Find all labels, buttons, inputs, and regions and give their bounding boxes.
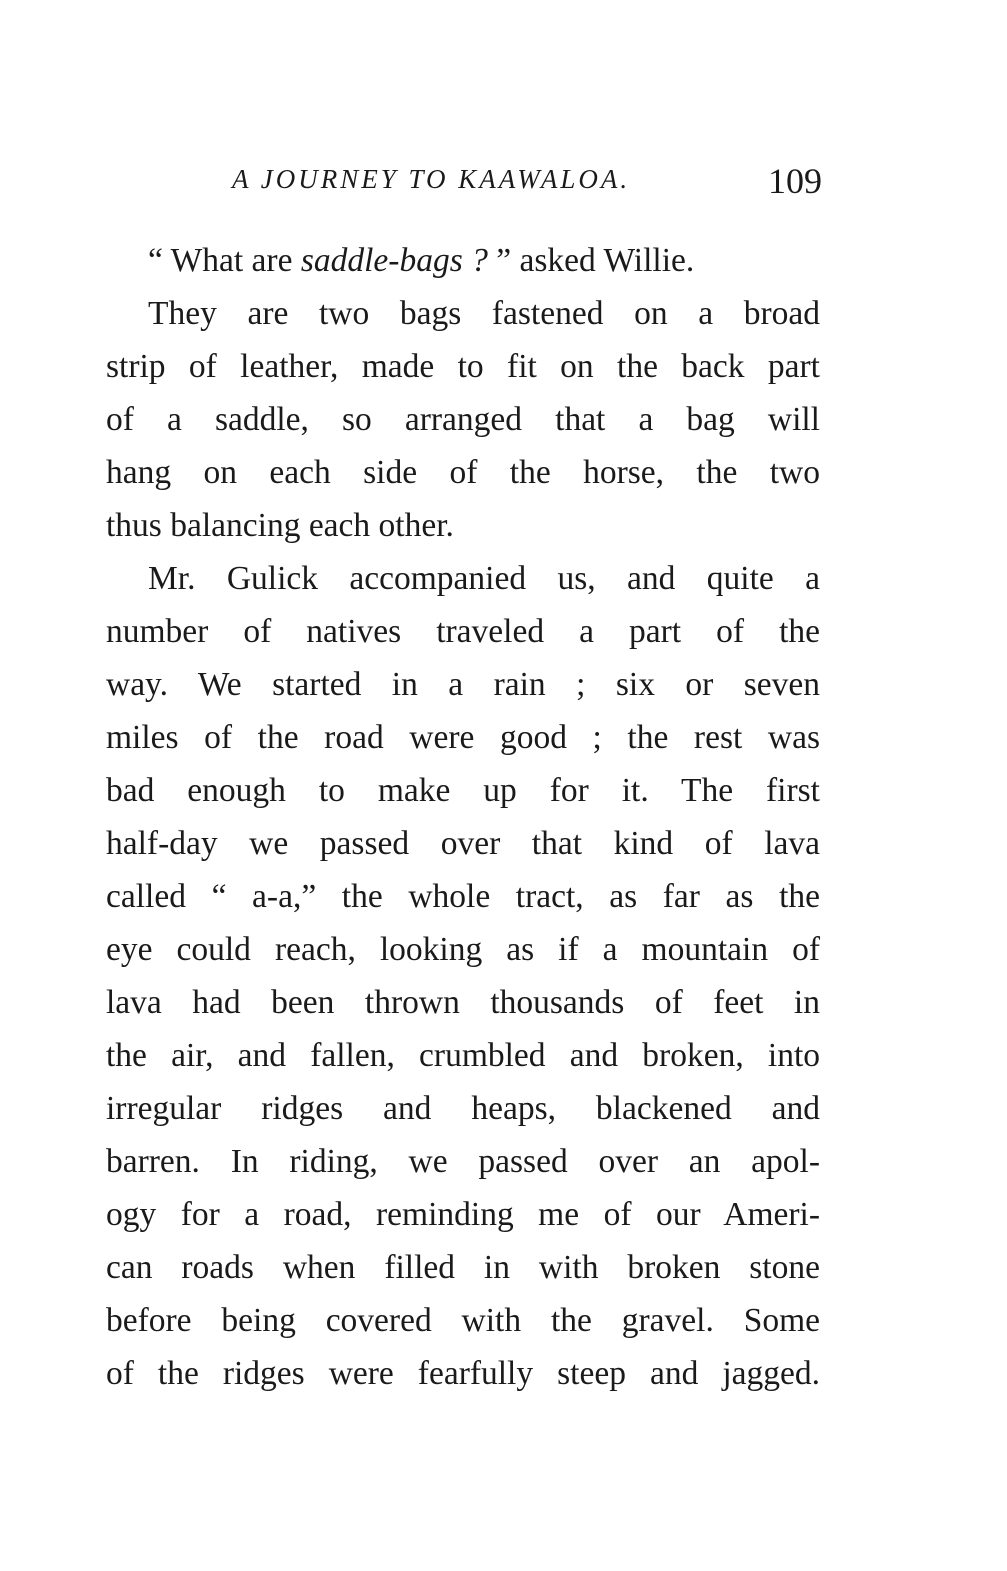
text-segment: half-day we passed over that kind of lava: [106, 825, 820, 862]
text-line: [106, 1029, 820, 1082]
text-line: [106, 1241, 820, 1294]
running-title: A JOURNEY TO KAAWALOA.: [232, 164, 631, 194]
text-line: [106, 1294, 820, 1347]
text-segment: number of natives traveled a part of the: [106, 613, 820, 650]
text-line: [106, 605, 820, 658]
text-segment: eye could reach, looking as if a mountain of: [106, 931, 820, 968]
text-segment: way. We started in a rain ; six or seven: [106, 666, 820, 703]
text-segment: miles of the road were good ; the rest was: [106, 719, 820, 756]
text-segment: Mr. Gulick accompanied us, and quite a: [148, 560, 820, 597]
page-number: 109: [768, 161, 822, 201]
text-segment: bad enough to make up for it. The first: [106, 772, 820, 809]
text-segment: ” asked Willie.: [487, 242, 695, 279]
text-line: [106, 552, 820, 605]
text-segment: irregular ridges and heaps, blackened and: [106, 1090, 820, 1127]
text-segment: strip of leather, made to fit on the back part: [106, 348, 820, 385]
text-segment: thus balancing each other.: [106, 507, 454, 544]
text-segment: lava had been thrown thousands of feet in: [106, 984, 820, 1021]
text-line: [106, 817, 820, 870]
text-line: [106, 711, 820, 764]
text-segment: called “ a-a,” the whole tract, as far as the: [106, 878, 820, 915]
text-segment: They are two bags fastened on a broad: [148, 295, 820, 332]
text-line: [106, 1135, 820, 1188]
text-segment: “ What are: [148, 242, 301, 279]
text-line: [106, 870, 820, 923]
text-segment: of a saddle, so arranged that a bag will: [106, 401, 820, 438]
text-line: [106, 393, 820, 446]
text-line: [106, 446, 820, 499]
text-segment: can roads when filled in with broken stone: [106, 1249, 820, 1286]
text-line: [106, 340, 820, 393]
text-line: [106, 499, 820, 552]
text-segment: before being covered with the gravel. Some: [106, 1302, 820, 1339]
text-line: [106, 923, 820, 976]
text-segment: barren. In riding, we passed over an apol-: [106, 1143, 820, 1180]
running-head: [232, 160, 822, 204]
text-line: [106, 1188, 820, 1241]
text-line: [106, 234, 820, 287]
text-segment: the air, and fallen, crumbled and broken, into: [106, 1037, 820, 1074]
body-text: [106, 234, 820, 1400]
text-segment: ogy for a road, reminding me of our Ameri-: [106, 1196, 820, 1233]
text-line: [106, 976, 820, 1029]
text-segment: of the ridges were fearfully steep and jagged.: [106, 1355, 820, 1392]
text-line: [106, 764, 820, 817]
text-line: [106, 658, 820, 711]
text-line: [106, 1082, 820, 1135]
text-segment: hang on each side of the horse, the two: [106, 454, 820, 491]
text-line: [106, 287, 820, 340]
italic-text-segment: saddle-bags ?: [300, 242, 488, 279]
text-line: [106, 1347, 820, 1400]
